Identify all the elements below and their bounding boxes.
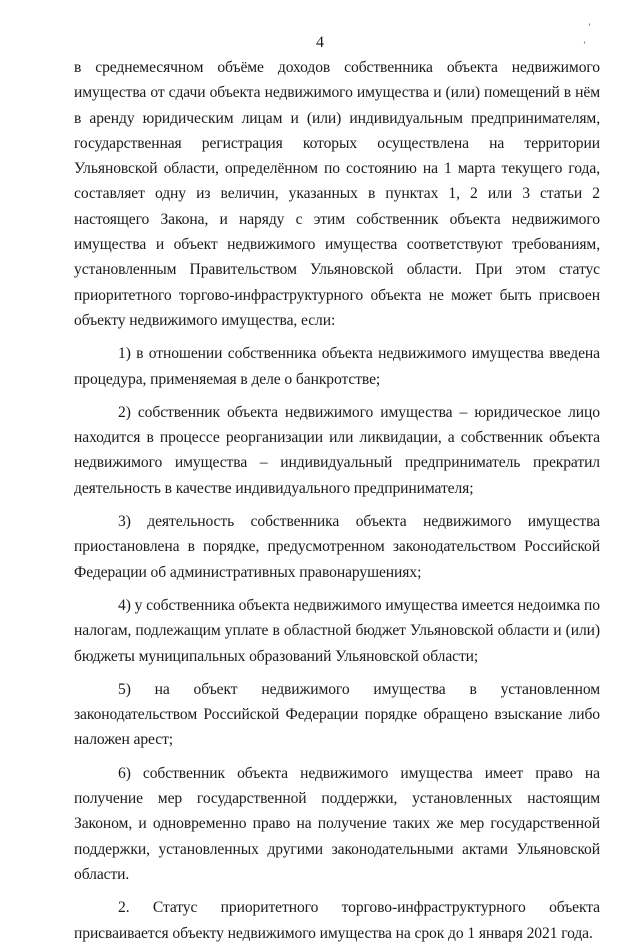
list-item-6: 6) собственник объекта недвижимого имущества имеет право на получение мер государственной поддержки, установленных настоящим Законом, и одновременно право на получение таких же мер государственной поддержки, установленных другими законодательными актами Ульяновской области. (74, 764, 600, 883)
list-item-2: 2) собственник объекта недвижимого имущества – юридическое лицо находится в процессе реорганизации или ликвидации, а собственник объекта недвижимого имущества – индивидуальный предприниматель прекратил деятельность в качестве индивидуального предпринимателя; (74, 403, 600, 497)
list-item-1: 1) в отношении собственника объекта недвижимого имущества введена процедура, применяемая в деле о банкротстве; (74, 345, 600, 388)
body-text (74, 55, 600, 946)
list-item-3: 3) деятельность собственника объекта недвижимого имущества приостановлена в порядке, предусмотренном законодательством Российской Федерации об административных правонарушениях; (74, 513, 600, 581)
list-item-5: 5) на объект недвижимого имущества в установленном законодательством Российской Федерации порядке обращено взыскание либо наложен арест; (74, 680, 600, 749)
list-item-4: 4) у собственника объекта недвижимого имущества имеется недоимка по налогам, подлежащим уплате в областной бюджет Ульяновской области и (или) бюджеты муниципальных образований Ульяновской области; (74, 596, 600, 665)
paragraph-continuation: в среднемесячном объёме доходов собственника объекта недвижимого имущества от сдачи объекта недвижимого имущества и (или) помещений в нём в аренду юридическим лицам и (или) индивидуальным предпринимателям, государственная регистрация которых осуществлена на территории Ульяновской области, определённом по состоянию на 1 марта текущего года, составляет одну из величин, указанных в пунктах 1, 2 или 3 статьи 2 настоящего Закона, и наряду с этим собственник объекта недвижимого имущества и объект недвижимого имущества соответствуют требованиям, установленным Правительством Ульяновской области. При этом статус приоритетного торгово-инфраструктурного объекта не может быть присвоен объекту недвижимого имущества, если: (74, 59, 600, 329)
scan-mark: ʼ (583, 40, 586, 50)
page-number: 4 (316, 34, 324, 51)
clause-2: 2. Статус приоритетного торгово-инфраструктурного объекта присваивается объекту недвижимого имущества на срок до 1 января 2021 года. (74, 899, 600, 942)
scan-mark: ʼ (588, 22, 591, 32)
